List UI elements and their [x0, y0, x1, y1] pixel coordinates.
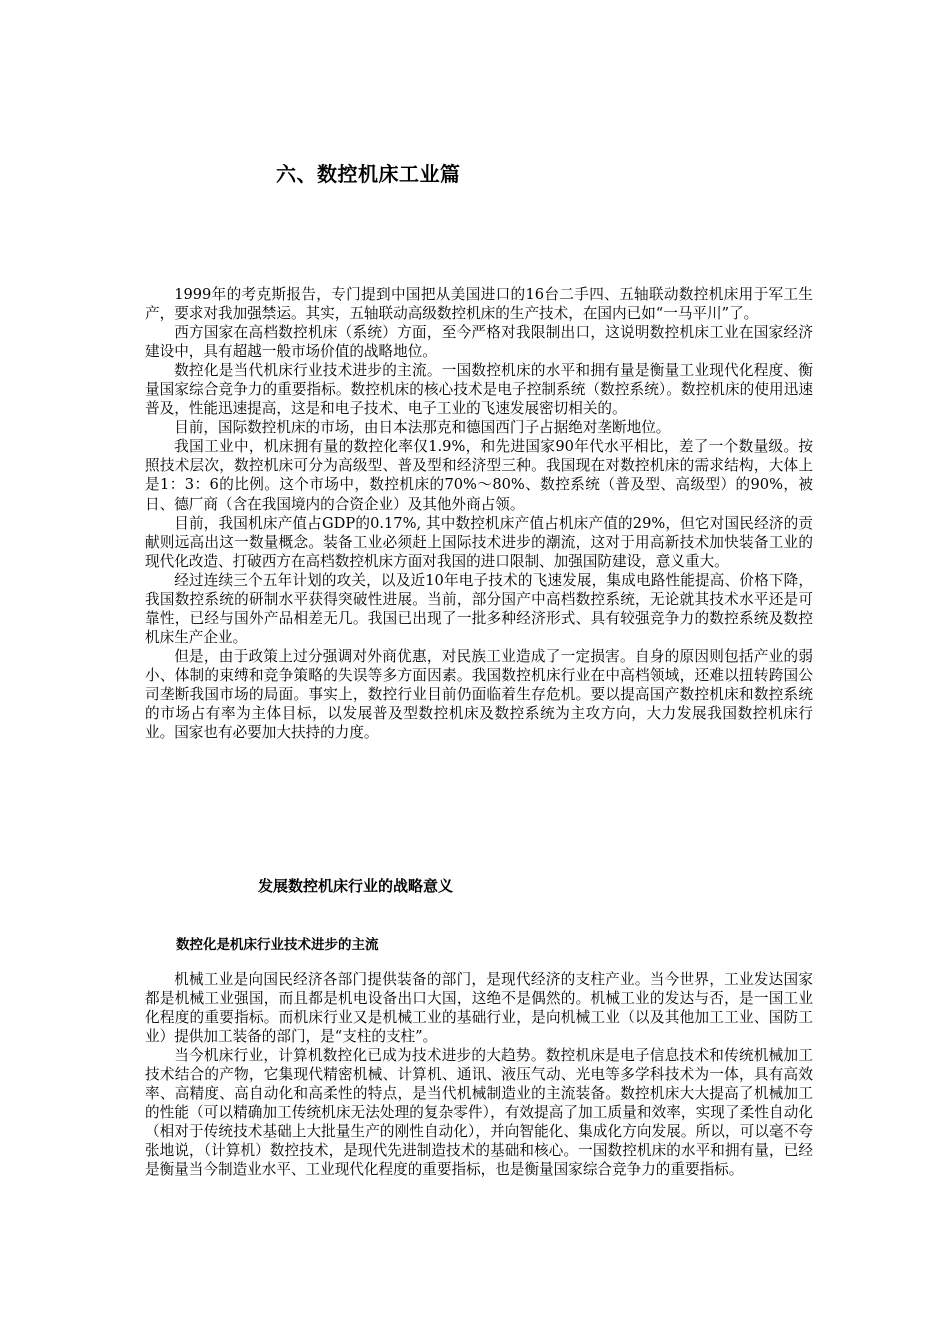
- chapter-title: 六、数控机床工业篇: [276, 162, 461, 186]
- intro-body: [145, 285, 813, 742]
- subsection-title: 数控化是机床行业技术进步的主流: [176, 937, 379, 953]
- paragraph: 目前，我国机床产值占GDP的0.17%, 其中数控机床产值占机床产值的29%，但它对国民经济的贡献则远高出这一数量概念。装备工业必须赶上国际技术进步的潮流，这对于用高新技术加快装备工业的现代化改造、打破西方在高档数控机床方面对我国的进口限制、加强国防建设，意义重大。: [145, 514, 813, 570]
- paragraph: 我国工业中，机床拥有量的数控化率仅1.9%，和先进国家90年代水平相比，差了一个数量级。按照技术层次，数控机床可分为高级型、普及型和经济型三种。我国现在对数控机床的需求结构，大体上是1：3：6的比例。这个市场中，数控机床的70%～80%、数控系统（普及型、高级型）的90%，被日、德厂商（含在我国境内的合资企业）及其他外商占领。: [145, 438, 813, 513]
- section-title: 发展数控机床行业的战略意义: [258, 877, 454, 895]
- paragraph: 经过连续三个五年计划的攻关，以及近10年电子技术的飞速发展，集成电路性能提高、价格下降，我国数控系统的研制水平获得突破性进展。当前，部分国产中高档数控系统，无论就其技术水平还是可靠性，已经与国外产品相差无几。我国已出现了一批多种经济形式、具有较强竞争力的数控系统及数控机床生产企业。: [145, 571, 813, 646]
- paragraph: 机械工业是向国民经济各部门提供装备的部门，是现代经济的支柱产业。当今世界，工业发达国家都是机械工业强国，而且都是机电设备出口大国，这绝不是偶然的。机械工业的发达与否，是一国工业化程度的重要指标。而机床行业又是机械工业的基础行业，是向机械工业（以及其他加工工业、国防工业）提供加工装备的部门，是“支柱的支柱”。: [145, 971, 813, 1046]
- paragraph: 当今机床行业，计算机数控化已成为技术进步的大趋势。数控机床是电子信息技术和传统机械加工技术结合的产物，它集现代精密机械、计算机、通讯、液压气动、光电等多学科技术为一体，具有高效率、高精度、高自动化和高柔性的特点，是当代机械制造业的主流装备。数控机床大大提高了机械加工的性能（可以精确加工传统机床无法处理的复杂零件），有效提高了加工质量和效率，实现了柔性自动化（相对于传统技术基础上大批量生产的刚性自动化），并向智能化、集成化方向发展。所以，可以毫不夸张地说，（计算机）数控技术，是现代先进制造技术的基础和核心。一国数控机床的水平和拥有量，已经是衡量当今制造业水平、工业现代化程度的重要指标，也是衡量国家综合竞争力的重要指标。: [145, 1047, 813, 1179]
- paragraph: 数控化是当代机床行业技术进步的主流。一国数控机床的水平和拥有量是衡量工业现代化程度、衡量国家综合竞争力的重要指标。数控机床的核心技术是电子控制系统（数控系统）。数控机床的使用迅速普及，性能迅速提高，这是和电子技术、电子工业的飞速发展密切相关的。: [145, 362, 813, 418]
- paragraph: 西方国家在高档数控机床（系统）方面，至今严格对我限制出口，这说明数控机床工业在国家经济建设中，具有超越一般市场价值的战略地位。: [145, 324, 813, 361]
- paragraph: 目前，国际数控机床的市场，由日本法那克和德国西门子占据绝对垄断地位。: [174, 419, 671, 437]
- paragraph: 但是，由于政策上过分强调对外商优惠，对民族工业造成了一定损害。自身的原因则包括产业的弱小、体制的束缚和竞争策略的失误等多方面因素。我国数控机床行业在中高档领域，还难以扭转跨国公司垄断我国市场的局面。事实上，数控行业目前仍面临着生存危机。要以提高国产数控机床和数控系统的市场占有率为主体目标，以发展普及型数控机床及数控系统为主攻方向，大力发展我国数控机床行业。国家也有必要加大扶持的力度。: [145, 647, 813, 742]
- paragraph: 1999年的考克斯报告，专门提到中国把从美国进口的16台二手四、五轴联动数控机床用于军工生产，要求对我加强禁运。其实，五轴联动高级数控机床的生产技术，在国内已如“一马平川”了。: [145, 286, 813, 323]
- section-body: [145, 970, 813, 1180]
